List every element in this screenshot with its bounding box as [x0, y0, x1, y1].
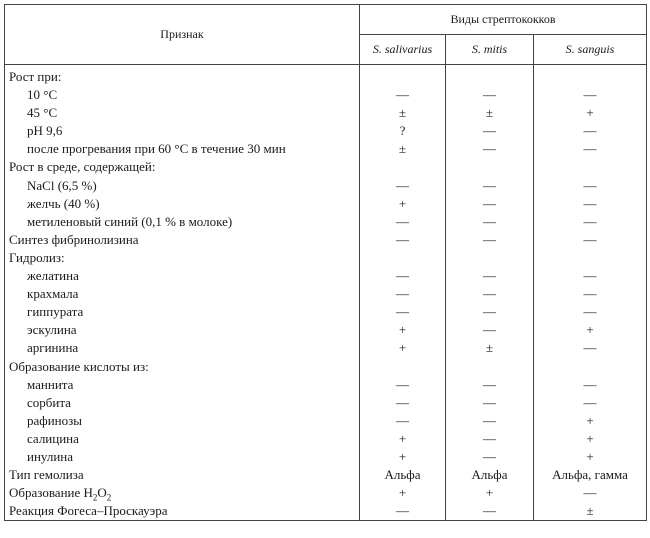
table-row: [5, 321, 647, 339]
table-row: [5, 466, 647, 484]
result-cell: +: [360, 430, 446, 448]
result-cell: +: [534, 448, 647, 466]
table-row: [5, 484, 647, 502]
result-cell: [446, 65, 534, 87]
feature-label: желатина: [5, 267, 360, 285]
result-cell: [446, 158, 534, 176]
result-cell: —: [446, 394, 534, 412]
table-row: [5, 412, 647, 430]
table-body: [5, 65, 647, 521]
result-cell: —: [446, 195, 534, 213]
result-cell: —: [360, 267, 446, 285]
table-row: [5, 285, 647, 303]
result-cell: —: [446, 412, 534, 430]
result-cell: —: [360, 412, 446, 430]
result-cell: +: [534, 412, 647, 430]
result-cell: [446, 249, 534, 267]
feature-label: Тип гемолиза: [5, 466, 360, 484]
result-cell: +: [360, 448, 446, 466]
result-cell: —: [534, 394, 647, 412]
result-cell: —: [360, 394, 446, 412]
result-cell: +: [534, 104, 647, 122]
feature-label: эскулина: [5, 321, 360, 339]
result-cell: [360, 65, 446, 87]
result-cell: ±: [446, 104, 534, 122]
result-cell: —: [534, 231, 647, 249]
feature-label: аргинина: [5, 339, 360, 357]
result-cell: —: [534, 376, 647, 394]
table-row: [5, 158, 647, 176]
table-row: [5, 86, 647, 104]
feature-label: 45 °C: [5, 104, 360, 122]
feature-label: гиппурата: [5, 303, 360, 321]
result-cell: [446, 358, 534, 376]
table-row: [5, 358, 647, 376]
streptococci-table: [4, 4, 647, 521]
result-cell: +: [360, 339, 446, 357]
feature-label: салицина: [5, 430, 360, 448]
result-cell: +: [360, 195, 446, 213]
feature-label: крахмала: [5, 285, 360, 303]
result-cell: [534, 249, 647, 267]
result-cell: —: [446, 122, 534, 140]
result-cell: —: [360, 213, 446, 231]
result-cell: —: [360, 285, 446, 303]
table-row: [5, 213, 647, 231]
result-cell: —: [446, 267, 534, 285]
result-cell: —: [534, 122, 647, 140]
feature-label: рафинозы: [5, 412, 360, 430]
table-row: [5, 502, 647, 521]
table-row: [5, 448, 647, 466]
feature-label: Реакция Фогеса–Проскауэра: [5, 502, 360, 521]
feature-label: желчь (40 %): [5, 195, 360, 213]
feature-label: Синтез фибринолизина: [5, 231, 360, 249]
feature-label: 10 °C: [5, 86, 360, 104]
species-group-header: Виды стрептококков: [360, 5, 647, 35]
result-cell: —: [534, 213, 647, 231]
result-cell: —: [446, 285, 534, 303]
table-row: [5, 430, 647, 448]
table-row: [5, 104, 647, 122]
result-cell: —: [534, 285, 647, 303]
result-cell: +: [534, 321, 647, 339]
result-cell: —: [446, 231, 534, 249]
result-cell: —: [360, 303, 446, 321]
feature-header: Признак: [5, 5, 360, 65]
result-cell: ±: [534, 502, 647, 521]
result-cell: —: [446, 303, 534, 321]
result-cell: ±: [446, 339, 534, 357]
feature-label: Рост при:: [5, 65, 360, 87]
feature-label: Образование кислоты из:: [5, 358, 360, 376]
feature-label: сорбита: [5, 394, 360, 412]
table-row: [5, 65, 647, 87]
feature-label: метиленовый синий (0,1 % в молоке): [5, 213, 360, 231]
result-cell: —: [534, 195, 647, 213]
result-cell: +: [360, 484, 446, 502]
result-cell: —: [360, 86, 446, 104]
table-row: [5, 231, 647, 249]
feature-label: pH 9,6: [5, 122, 360, 140]
result-cell: —: [446, 213, 534, 231]
result-cell: [534, 358, 647, 376]
result-cell: —: [446, 140, 534, 158]
table-row: [5, 177, 647, 195]
result-cell: —: [446, 448, 534, 466]
table-row: [5, 394, 647, 412]
feature-label: маннита: [5, 376, 360, 394]
result-cell: —: [360, 376, 446, 394]
feature-label: Рост в среде, содержащей:: [5, 158, 360, 176]
result-cell: [534, 65, 647, 87]
result-cell: [360, 249, 446, 267]
species-header: S. mitis: [446, 35, 534, 65]
feature-label: инулина: [5, 448, 360, 466]
table-row: [5, 267, 647, 285]
result-cell: —: [534, 140, 647, 158]
page: [4, 4, 646, 534]
result-cell: +: [446, 484, 534, 502]
table-row: [5, 249, 647, 267]
feature-label: NaCl (6,5 %): [5, 177, 360, 195]
result-cell: —: [360, 231, 446, 249]
result-cell: —: [360, 502, 446, 521]
result-cell: —: [534, 484, 647, 502]
table-row: [5, 195, 647, 213]
result-cell: Альфа: [446, 466, 534, 484]
result-cell: —: [360, 177, 446, 195]
result-cell: —: [446, 376, 534, 394]
result-cell: —: [446, 430, 534, 448]
result-cell: Альфа: [360, 466, 446, 484]
result-cell: +: [360, 321, 446, 339]
result-cell: —: [534, 267, 647, 285]
table-row: [5, 140, 647, 158]
result-cell: —: [534, 86, 647, 104]
species-header: S. salivarius: [360, 35, 446, 65]
result-cell: ±: [360, 104, 446, 122]
result-cell: [360, 358, 446, 376]
result-cell: —: [534, 303, 647, 321]
result-cell: —: [534, 177, 647, 195]
result-cell: ±: [360, 140, 446, 158]
table-row: [5, 303, 647, 321]
result-cell: —: [534, 339, 647, 357]
feature-label: Гидролиз:: [5, 249, 360, 267]
result-cell: ?: [360, 122, 446, 140]
table-row: [5, 339, 647, 357]
result-cell: +: [534, 430, 647, 448]
result-cell: [534, 158, 647, 176]
result-cell: —: [446, 86, 534, 104]
result-cell: Альфа, гамма: [534, 466, 647, 484]
feature-label: Образование $H_2O_2$: [5, 484, 360, 502]
result-cell: —: [446, 177, 534, 195]
feature-label: после прогревания при 60 °C в течение 30 мин: [5, 140, 360, 158]
result-cell: [360, 158, 446, 176]
result-cell: —: [446, 321, 534, 339]
table-row: [5, 376, 647, 394]
result-cell: —: [446, 502, 534, 521]
species-header: S. sanguis: [534, 35, 647, 65]
table-row: [5, 122, 647, 140]
